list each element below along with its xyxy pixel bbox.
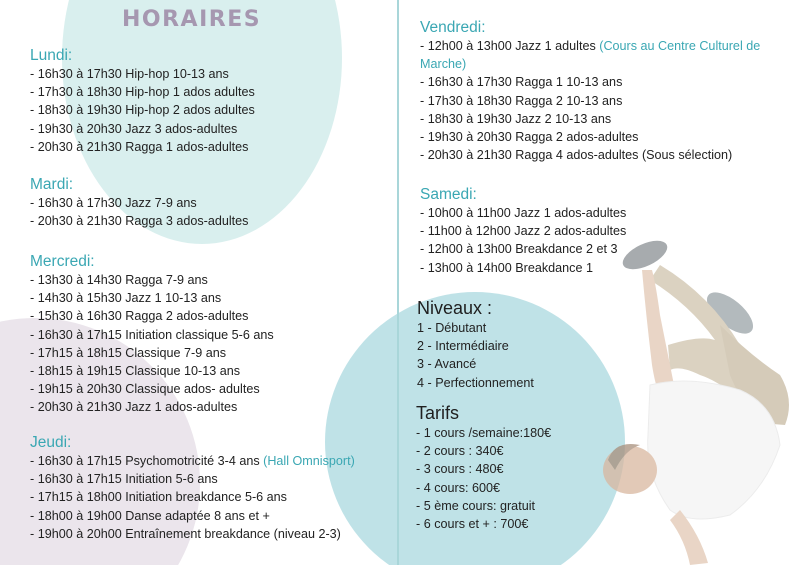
schedule-item: - 20h30 à 21h30 Ragga 3 ados-adultes xyxy=(30,214,249,229)
schedule-item: - 19h30 à 20h30 Jazz 3 ados-adultes xyxy=(30,121,238,136)
schedule-item: - 11h00 à 12h00 Jazz 2 ados-adultes xyxy=(420,224,627,239)
day-section-mercredi xyxy=(30,253,274,417)
day-section-samedi xyxy=(420,186,626,277)
schedule-item-text: - 16h30 à 17h15 Psychomotricité 3-4 ans xyxy=(30,454,264,468)
schedule-item: - 16h30 à 17h30 Ragga 1 10-13 ans xyxy=(420,75,623,90)
schedule-item: - 17h30 à 18h30 Hip-hop 1 ados adultes xyxy=(30,85,255,100)
schedule-item-text: - 12h00 à 13h00 Jazz 1 adultes xyxy=(420,39,600,53)
schedule-item: - 16h30 à 17h15 Initiation classique 5-6 ans xyxy=(30,327,274,342)
day-heading: Lundi: xyxy=(30,47,73,64)
level-item: 2 - Intermédiaire xyxy=(417,339,509,354)
schedule-item: - 20h30 à 21h30 Ragga 1 ados-adultes xyxy=(30,139,249,154)
location-note: (Cours au Centre Culturel de Marche) xyxy=(420,39,761,72)
location-note: (Hall Omnisport) xyxy=(263,454,355,468)
level-item: 4 - Perfectionnement xyxy=(417,375,534,390)
schedule-item: - 17h15 à 18h15 Classique 7-9 ans xyxy=(30,345,227,360)
schedule-item: - 17h15 à 18h00 Initiation breakdance 5-6 ans xyxy=(30,490,287,505)
schedule-item xyxy=(30,452,355,470)
schedule-item: - 20h30 à 21h30 Jazz 1 ados-adultes xyxy=(30,400,238,415)
price-item: - 3 cours : 480€ xyxy=(416,462,504,477)
day-heading: Mercredi: xyxy=(30,253,95,270)
schedule-item: - 14h30 à 15h30 Jazz 1 10-13 ans xyxy=(30,291,222,306)
schedule-item: - 18h00 à 19h00 Danse adaptée 8 ans et + xyxy=(30,508,270,523)
schedule-item: - 18h30 à 19h30 Hip-hop 2 ados adultes xyxy=(30,103,255,118)
day-section-mardi xyxy=(30,176,248,230)
schedule-item: - 13h30 à 14h30 Ragga 7-9 ans xyxy=(30,273,208,287)
schedule-item xyxy=(420,37,790,73)
schedule-item: - 19h00 à 20h00 Entraînement breakdance (niveau 2-3) xyxy=(30,526,341,541)
schedule-item: - 15h30 à 16h30 Ragga 2 ados-adultes xyxy=(30,309,249,324)
schedule-item: - 19h30 à 20h30 Ragga 2 ados-adultes xyxy=(420,130,639,145)
level-item: 1 - Débutant xyxy=(417,321,487,335)
schedule-item: - 17h30 à 18h30 Ragga 2 10-13 ans xyxy=(420,93,623,108)
day-heading: Vendredi: xyxy=(420,19,486,36)
niveaux-section xyxy=(417,297,534,392)
schedule-item: - 19h15 à 20h30 Classique ados- adultes xyxy=(30,382,260,397)
day-heading: Mardi: xyxy=(30,176,74,193)
tarifs-heading: Tarifs xyxy=(416,403,460,423)
tarifs-section xyxy=(416,402,551,533)
day-section-vendredi xyxy=(420,19,790,164)
schedule-item: - 18h30 à 19h30 Jazz 2 10-13 ans xyxy=(420,111,612,126)
schedule-item: - 12h00 à 13h00 Breakdance 2 et 3 xyxy=(420,242,618,257)
price-item: - 1 cours /semaine:180€ xyxy=(416,426,552,440)
schedule-item: - 10h00 à 11h00 Jazz 1 ados-adultes xyxy=(420,206,627,220)
day-heading: Samedi: xyxy=(420,186,477,203)
day-heading: Jeudi: xyxy=(30,434,72,451)
page-title: HORAIRES xyxy=(122,7,262,32)
schedule-item: - 16h30 à 17h15 Initiation 5-6 ans xyxy=(30,472,218,487)
column-divider xyxy=(397,0,399,565)
schedule-item: - 16h30 à 17h30 Hip-hop 10-13 ans xyxy=(30,67,229,81)
price-item: - 2 cours : 340€ xyxy=(416,444,504,459)
day-section-jeudi xyxy=(30,434,355,543)
price-item: - 4 cours: 600€ xyxy=(416,480,501,495)
schedule-item: - 13h00 à 14h00 Breakdance 1 xyxy=(420,260,593,275)
day-section-lundi xyxy=(30,47,255,156)
price-item: - 5 ème cours: gratuit xyxy=(416,498,535,513)
schedule-item: - 16h30 à 17h30 Jazz 7-9 ans xyxy=(30,196,197,210)
schedule-item: - 18h15 à 19h15 Classique 10-13 ans xyxy=(30,364,241,379)
niveaux-heading: Niveaux : xyxy=(417,298,493,318)
schedule-item: - 20h30 à 21h30 Ragga 4 ados-adultes (Sous sélection) xyxy=(420,148,733,163)
price-item: - 6 cours et + : 700€ xyxy=(416,517,529,532)
level-item: 3 - Avancé xyxy=(417,357,477,372)
